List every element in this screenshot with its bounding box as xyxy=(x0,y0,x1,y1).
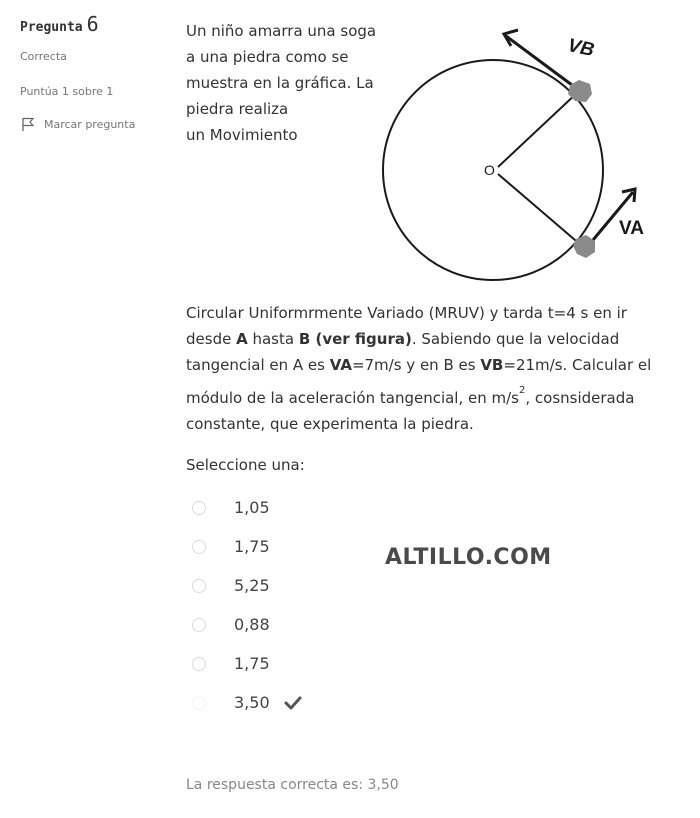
checkmark-icon xyxy=(284,696,302,710)
radio-button[interactable] xyxy=(192,501,206,515)
rope-to-b xyxy=(498,92,578,167)
answer-option[interactable] xyxy=(186,527,302,566)
answer-label: 0,88 xyxy=(234,615,270,634)
intro-line: Un niño amarra una soga xyxy=(186,22,377,40)
question-heading-label: Pregunta xyxy=(20,20,83,35)
question-line: constante, que experimenta la piedra. xyxy=(186,415,474,433)
text-fragment: módulo de la aceleración tangencial, en m/s xyxy=(186,389,519,407)
question-intro xyxy=(186,18,406,148)
question-line xyxy=(186,326,681,352)
question-info xyxy=(20,12,170,132)
answer-option[interactable] xyxy=(186,488,302,527)
flag-icon xyxy=(20,116,36,132)
answer-options xyxy=(186,488,302,722)
watermark: ALTILLO.COM xyxy=(385,545,552,570)
question-line xyxy=(186,378,681,411)
flag-question-link[interactable] xyxy=(20,116,170,132)
text-fragment: =21m/s. Calcular el xyxy=(503,356,652,374)
answer-option[interactable] xyxy=(186,605,302,644)
intro-line: a una piedra como se xyxy=(186,48,349,66)
answer-option-selected[interactable] xyxy=(186,683,302,722)
va-ref: VA xyxy=(329,356,352,374)
question-number: 6 xyxy=(86,12,99,36)
stone-a xyxy=(573,235,595,258)
point-b-ref: B xyxy=(298,330,311,348)
rope-to-a xyxy=(498,174,582,246)
correct-answer-feedback: La respuesta correcta es: 3,50 xyxy=(186,777,399,793)
question-line: Circular Uniformrmente Variado (MRUV) y tarda t=4 s en ir xyxy=(186,304,627,322)
point-a-ref: A xyxy=(236,330,248,348)
question-heading xyxy=(20,12,170,36)
text-fragment: , cosnsiderada xyxy=(525,389,635,407)
select-prompt: Seleccione una: xyxy=(186,456,305,474)
question-grade: Puntúa 1 sobre 1 xyxy=(20,85,114,98)
answer-label: 1,75 xyxy=(234,654,270,673)
answer-label: 5,25 xyxy=(234,576,270,595)
text-fragment: desde xyxy=(186,330,237,348)
question-state: Correcta xyxy=(20,50,67,63)
text-fragment: hasta xyxy=(247,330,299,348)
intro-line: piedra realiza xyxy=(186,100,289,118)
answer-label: 1,75 xyxy=(234,537,270,556)
flag-question-label: Marcar pregunta xyxy=(44,117,136,131)
intro-line: un Movimiento xyxy=(186,126,298,144)
label-center: O xyxy=(484,162,495,178)
vb-ref: VB xyxy=(480,356,504,374)
radio-button-selected[interactable] xyxy=(192,696,206,710)
intro-line: muestra en la gráfica. La xyxy=(186,74,374,92)
label-va: VA xyxy=(619,218,644,239)
radio-button[interactable] xyxy=(192,579,206,593)
text-fragment: =7m/s y en B es xyxy=(351,356,481,374)
radio-button[interactable] xyxy=(192,540,206,554)
label-vb: VB xyxy=(565,35,597,62)
radio-button[interactable] xyxy=(192,618,206,632)
see-figure-ref: (ver figura) xyxy=(310,330,412,348)
question-line xyxy=(186,352,681,378)
text-fragment: tangencial en A es xyxy=(186,356,330,374)
question-text xyxy=(186,300,681,437)
answer-label: 3,50 xyxy=(234,693,270,712)
answer-option[interactable] xyxy=(186,566,302,605)
circular-motion-figure xyxy=(378,14,678,284)
radio-button[interactable] xyxy=(192,657,206,671)
answer-option[interactable] xyxy=(186,644,302,683)
answer-label: 1,05 xyxy=(234,498,270,517)
text-fragment: . Sabiendo que la velocidad xyxy=(411,330,620,348)
unit-exponent: 2 xyxy=(519,385,526,396)
